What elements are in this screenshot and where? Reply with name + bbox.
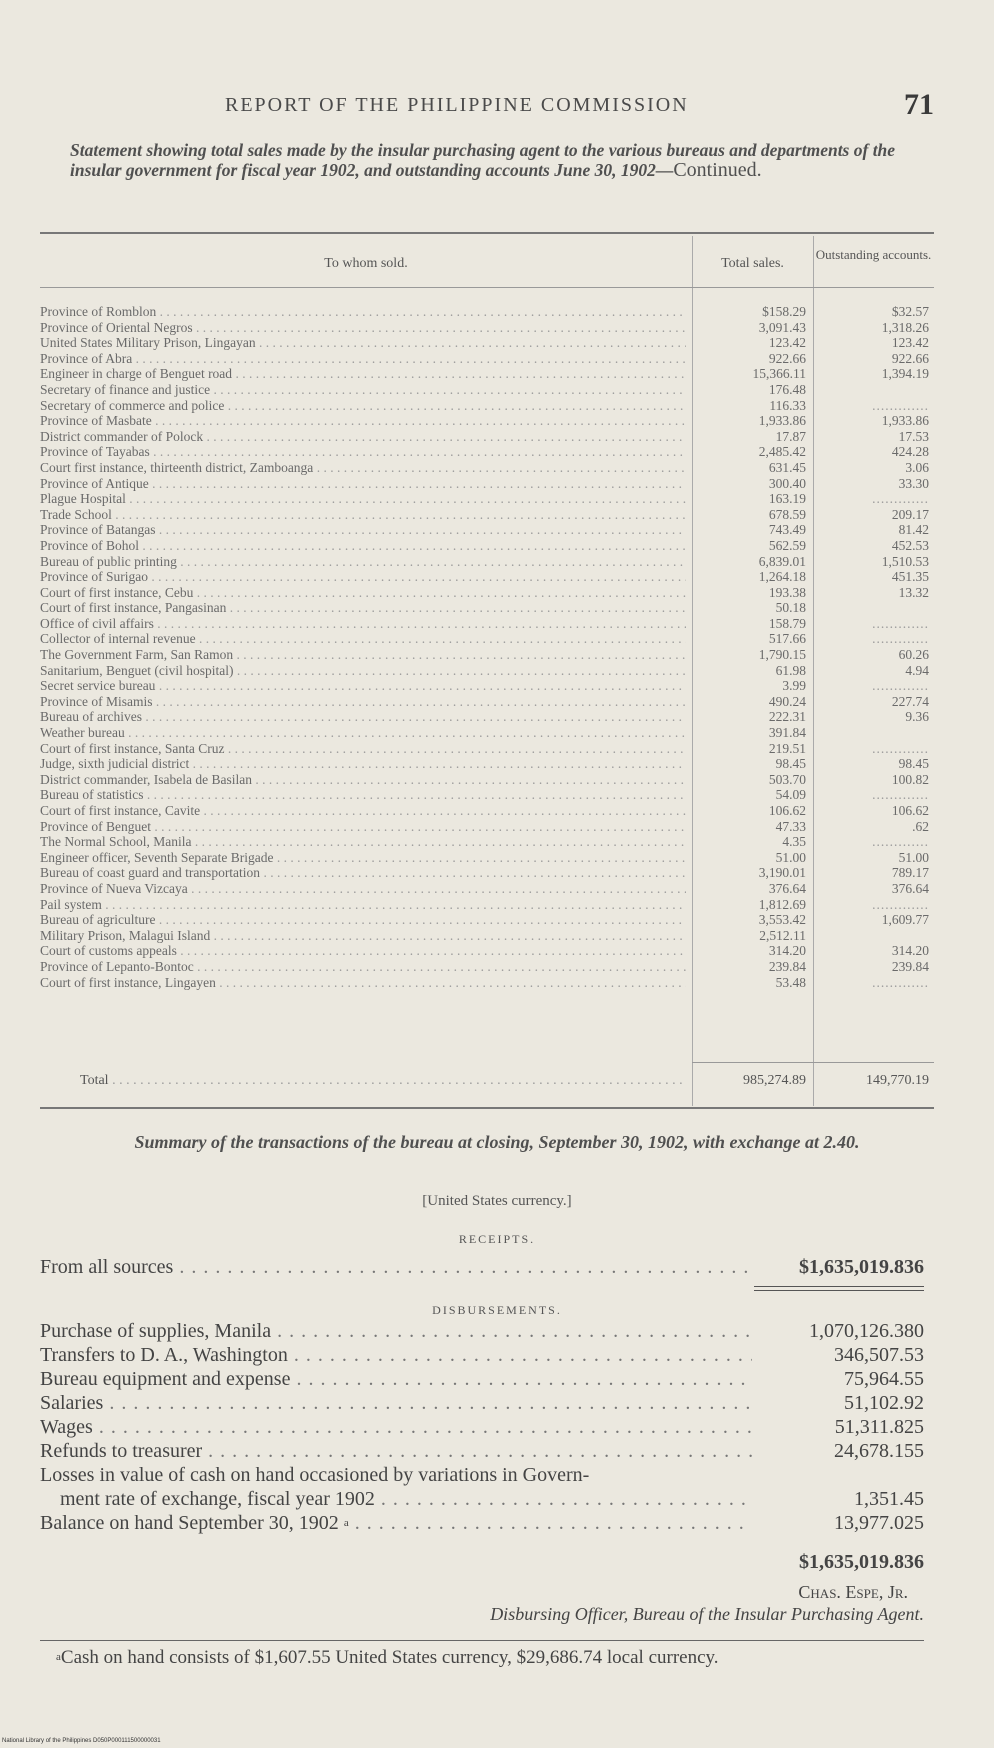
row-name: The Normal School, Manila . . . (40, 834, 686, 850)
row-name: Court of first instance, Cebu . . . (40, 585, 686, 601)
row-name: Engineer officer, Seventh Separate Brigade . . . (40, 850, 686, 866)
table-row (40, 476, 934, 492)
table-header-rule (40, 287, 934, 288)
row-name: Court of first instance, Cavite . . . (40, 803, 686, 819)
table-bottom-rule (40, 1107, 934, 1109)
table-row (40, 756, 934, 772)
row-outstanding: 81.42 (898, 522, 929, 538)
row-outstanding: 3.06 (905, 459, 929, 475)
table-row (40, 631, 934, 647)
row-name: Collector of internal revenue . . . (40, 631, 686, 647)
row-name: Bureau of statistics . . . (40, 787, 686, 803)
row-name: Bureau of coast guard and transportation . . . (40, 865, 686, 881)
row-total-sales: 3,091.43 (758, 319, 806, 335)
row-name: District commander, Isabela de Basilan . . . (40, 772, 686, 788)
table-row (40, 663, 934, 679)
row-name: Bureau of archives . . . (40, 709, 686, 725)
running-head-title: REPORT OF THE PHILIPPINE COMMISSION (225, 94, 689, 116)
table-row (40, 772, 934, 788)
row-total-sales: 300.40 (768, 475, 806, 491)
disbursement-amount: 24,678.155 (834, 1440, 924, 1462)
row-name: Province of Abra . . . (40, 351, 686, 367)
row-name: Province of Batangas . . . (40, 522, 686, 538)
row-name: Province of Oriental Negros . . . (40, 320, 686, 336)
row-name: Trade School . . . (40, 507, 686, 523)
row-outstanding: ............. (872, 615, 929, 631)
receipt-amount: $1,635,019.836 (799, 1256, 924, 1278)
row-outstanding: 4.94 (905, 662, 929, 678)
table-row (40, 444, 934, 460)
row-total-sales: 176.48 (768, 381, 806, 397)
row-name: Court of first instance, Pangasinan . . . (40, 600, 686, 616)
table-row (40, 725, 934, 741)
disbursement-label: Bureau equipment and expense . . . (40, 1367, 752, 1391)
row-name: Secretary of finance and justice . . . (40, 382, 686, 398)
sales-table (40, 232, 934, 1102)
row-name: Province of Antique . . . (40, 476, 686, 492)
row-total-sales: 53.48 (775, 974, 806, 990)
table-row (40, 943, 934, 959)
table-row (40, 897, 934, 913)
row-total-sales: 61.98 (775, 662, 806, 678)
row-total-sales: 3.99 (782, 678, 806, 694)
row-total-sales: 3,553.42 (758, 912, 806, 928)
row-outstanding: 424.28 (891, 444, 929, 460)
losses-row (40, 1463, 924, 1511)
row-outstanding: 123.42 (891, 335, 929, 351)
table-row (40, 616, 934, 632)
row-outstanding: ............. (872, 631, 929, 647)
row-total-sales: 158.79 (768, 615, 806, 631)
row-name: Pail system . . . (40, 897, 686, 913)
running-head (40, 88, 954, 128)
table-caption (70, 140, 938, 180)
row-outstanding: 227.74 (891, 693, 929, 709)
row-outstanding: ............. (872, 740, 929, 756)
disbursement-label: Purchase of supplies, Manila . . . (40, 1319, 752, 1343)
table-row (40, 382, 934, 398)
row-name: Province of Masbate . . . (40, 413, 686, 429)
footnote-marker: a (56, 1651, 61, 1663)
row-total-sales: 219.51 (768, 740, 806, 756)
row-total-sales: 314.20 (768, 943, 806, 959)
disbursements-heading: DISBURSEMENTS. (432, 1303, 562, 1317)
row-total-sales: 15,366.11 (752, 366, 806, 382)
losses-amount: 1,351.45 (854, 1488, 924, 1510)
table-row (40, 803, 934, 819)
row-total-sales: 503.70 (768, 771, 806, 787)
table-row (40, 694, 934, 710)
row-name: Office of civil affairs . . . (40, 616, 686, 632)
row-outstanding: 1,609.77 (881, 912, 929, 928)
row-name: Province of Benguet . . . (40, 819, 686, 835)
row-name: Court of customs appeals . . . (40, 943, 686, 959)
table-row (40, 554, 934, 570)
row-name: Weather bureau . . . (40, 725, 686, 741)
row-name: Bureau of public printing . . . (40, 554, 686, 570)
row-outstanding: ............. (872, 896, 929, 912)
row-name: United States Military Prison, Lingayan . . . (40, 335, 686, 351)
row-name: Engineer in charge of Benguet road . . . (40, 366, 686, 382)
row-outstanding: 1,394.19 (881, 366, 929, 382)
total-outstanding-value: 149,770.19 (866, 1073, 929, 1088)
row-total-sales: 376.64 (768, 880, 806, 896)
table-row (40, 709, 934, 725)
row-total-sales: 1,264.18 (758, 569, 806, 585)
disbursement-label: Salaries . . . (40, 1391, 752, 1415)
row-total-sales: 106.62 (768, 803, 806, 818)
row-outstanding: 239.84 (891, 958, 929, 974)
table-row (40, 741, 934, 757)
signature-title: Disbursing Officer, Bureau of the Insular Purchasing Agent. (490, 1604, 924, 1624)
table-row (40, 507, 934, 523)
table-row (40, 850, 934, 866)
currency-note: [United States currency.] (422, 1193, 572, 1209)
row-outstanding: ............. (872, 491, 929, 507)
table-row (40, 460, 934, 476)
row-total-sales: 631.45 (768, 459, 806, 475)
row-total-sales: 743.49 (768, 522, 806, 538)
row-outstanding: .62 (912, 818, 929, 834)
row-total-sales: 391.84 (768, 725, 806, 741)
row-outstanding: 17.53 (898, 428, 929, 444)
table-row (40, 320, 934, 336)
row-outstanding: 51.00 (898, 849, 929, 865)
receipt-label: From all sources . . . (40, 1255, 752, 1279)
footnote-text: Cash on hand consists of $1,607.55 United States currency, $29,686.74 local currency. (60, 1647, 719, 1668)
receipts-double-rule (754, 1286, 924, 1291)
row-outstanding: 209.17 (891, 506, 929, 522)
row-name: Province of Misamis . . . (40, 694, 686, 710)
footnote-rule (40, 1640, 924, 1641)
disbursement-amount: 51,311.825 (834, 1416, 924, 1438)
table-row (40, 881, 934, 897)
table-row (40, 959, 934, 975)
table-body (40, 304, 934, 990)
summary-title: Summary of the transactions of the bureau at closing, September 30, 1902, with exchange at 2.40. (134, 1132, 860, 1152)
table-row (40, 975, 934, 991)
table-row (40, 538, 934, 554)
row-outstanding: ............. (872, 974, 929, 990)
table-row (40, 834, 934, 850)
row-total-sales: 239.84 (768, 958, 806, 974)
header-to-whom-sold: To whom sold. (324, 256, 408, 271)
disbursement-label: Transfers to D. A., Washington . . . (40, 1343, 752, 1367)
row-outstanding: 33.30 (898, 475, 929, 491)
row-total-sales: 517.66 (768, 631, 806, 647)
row-total-sales: 51.00 (775, 849, 806, 865)
row-outstanding: $32.57 (891, 304, 929, 319)
row-name: Province of Romblon . . . (40, 304, 686, 320)
row-name: Province of Tayabas . . . (40, 444, 686, 460)
balance-label: Balance on hand September 30, 1902 (40, 1512, 339, 1534)
row-total-sales: 3,190.01 (758, 865, 806, 881)
total-sales-value: 985,274.89 (743, 1073, 806, 1088)
row-name: Province of Nueva Vizcaya . . . (40, 881, 686, 897)
disbursement-amount: 1,070,126.380 (809, 1320, 924, 1342)
row-outstanding: 60.26 (898, 647, 929, 663)
table-row (40, 304, 934, 320)
row-name: Sanitarium, Benguet (civil hospital) . . . (40, 663, 686, 679)
row-total-sales: 222.31 (768, 709, 806, 725)
row-total-sales: 490.24 (768, 693, 806, 709)
balance-amount: 13,977.025 (834, 1512, 924, 1534)
row-name: Province of Surigao . . . (40, 569, 686, 585)
row-outstanding: 452.53 (891, 537, 929, 553)
row-name: Court of first instance, Santa Cruz . . . (40, 741, 686, 757)
receipts-heading: RECEIPTS. (458, 1232, 536, 1246)
row-total-sales: 193.38 (768, 584, 806, 600)
table-row (40, 647, 934, 663)
caption-text: Statement showing total sales made by the insular purchasing agent to the various bureaus and departments of the insular government for fiscal year 1902, and outstanding accounts June 30, 1902— (70, 140, 896, 180)
row-outstanding: 314.20 (891, 943, 929, 959)
row-outstanding: 106.62 (891, 803, 929, 818)
row-total-sales: 47.33 (775, 818, 806, 834)
row-outstanding: 9.36 (905, 709, 929, 725)
row-name: Province of Lepanto-Bontoc . . . (40, 959, 686, 975)
footnote (40, 1646, 920, 1669)
row-total-sales: 2,512.11 (759, 927, 806, 943)
row-outstanding: 1,318.26 (881, 319, 929, 335)
row-total-sales: 6,839.01 (758, 553, 806, 569)
table-row (40, 787, 934, 803)
row-name: District commander of Polock . . . (40, 429, 686, 445)
disbursement-amount: 75,964.55 (844, 1368, 924, 1390)
losses-label-line1: Losses in value of cash on hand occasioned by variations in Govern- (40, 1464, 590, 1486)
table-row (40, 335, 934, 351)
row-total-sales: 2,485.42 (758, 444, 806, 460)
table-row (40, 600, 934, 616)
table-row (40, 351, 934, 367)
row-total-sales: 678.59 (768, 506, 806, 522)
total-label: Total . . . (80, 1070, 686, 1092)
caption-continued: Continued. (673, 159, 762, 181)
balance-label-wrap (40, 1511, 752, 1535)
row-total-sales: 116.33 (769, 397, 806, 413)
row-outstanding: 451.35 (891, 569, 929, 585)
row-total-sales: 123.42 (768, 335, 806, 351)
table-row (40, 429, 934, 445)
table-row (40, 398, 934, 414)
table-row (40, 585, 934, 601)
table-total-row (40, 1070, 934, 1092)
table-row (40, 865, 934, 881)
row-outstanding: 922.66 (891, 350, 929, 366)
table-row (40, 678, 934, 694)
table-row (40, 522, 934, 538)
row-total-sales: 1,812.69 (758, 896, 806, 912)
losses-label-line2: ment rate of exchange, fiscal year 1902 . . . (40, 1487, 752, 1511)
header-total-sales: Total sales. (721, 256, 784, 271)
grand-total-amount: $1,635,019.836 (799, 1551, 924, 1573)
disbursement-amount: 346,507.53 (834, 1344, 924, 1366)
disbursement-amount: 51,102.92 (844, 1392, 924, 1414)
row-total-sales: 17.87 (775, 428, 806, 444)
table-row (40, 491, 934, 507)
row-name: Secretary of commerce and police . . . (40, 398, 686, 414)
table-row (40, 912, 934, 928)
table-row (40, 819, 934, 835)
row-name: Secret service bureau . . . (40, 678, 686, 694)
row-total-sales: 98.45 (775, 756, 806, 772)
signature-name: Chas. Espe, Jr. (798, 1582, 908, 1602)
row-name: Judge, sixth judicial district . . . (40, 756, 686, 772)
total-rule (692, 1062, 934, 1063)
disbursement-label: Wages . . . (40, 1415, 752, 1439)
table-row (40, 928, 934, 944)
row-name: Bureau of agriculture . . . (40, 912, 686, 928)
table-top-rule (40, 232, 934, 234)
row-total-sales: 4.35 (782, 834, 806, 850)
disbursement-label: Refunds to treasurer . . . (40, 1439, 752, 1463)
page-number: 71 (904, 88, 934, 121)
row-outstanding: 376.64 (891, 880, 929, 896)
table-row (40, 413, 934, 429)
row-total-sales: 50.18 (775, 600, 806, 616)
row-outstanding: 1,510.53 (881, 553, 929, 569)
table-row (40, 366, 934, 382)
header-outstanding-accounts: Outstanding accounts. (815, 247, 932, 262)
row-total-sales: $158.29 (762, 304, 806, 319)
row-total-sales: 922.66 (768, 350, 806, 366)
row-name: The Government Farm, San Ramon . . . (40, 647, 686, 663)
table-row (40, 569, 934, 585)
row-total-sales: 1,933.86 (758, 413, 806, 429)
scan-label: National Library of the Philippines D050P000111500000031 (2, 1738, 161, 1744)
row-total-sales: 163.19 (768, 491, 806, 507)
row-outstanding: 789.17 (891, 865, 929, 881)
row-total-sales: 54.09 (775, 787, 806, 803)
row-outstanding: 100.82 (891, 771, 929, 787)
row-outstanding: ............. (872, 397, 929, 413)
row-outstanding: 98.45 (898, 756, 929, 772)
balance-footnote-marker: a (343, 1517, 349, 1529)
row-outstanding: 13.32 (898, 584, 929, 600)
row-total-sales: 562.59 (768, 537, 806, 553)
row-outstanding: 1,933.86 (881, 413, 929, 429)
row-total-sales: 1,790.15 (758, 647, 806, 663)
row-name: Military Prison, Malagui Island . . . (40, 928, 686, 944)
row-outstanding: ............. (872, 678, 929, 694)
row-outstanding: ............. (872, 834, 929, 850)
row-name: Province of Bohol . . . (40, 538, 686, 554)
row-name: Court first instance, thirteenth district, Zamboanga . . . (40, 460, 686, 476)
row-name: Court of first instance, Lingayen . . . (40, 975, 686, 991)
row-name: Plague Hospital . . . (40, 491, 686, 507)
row-outstanding: ............. (872, 787, 929, 803)
